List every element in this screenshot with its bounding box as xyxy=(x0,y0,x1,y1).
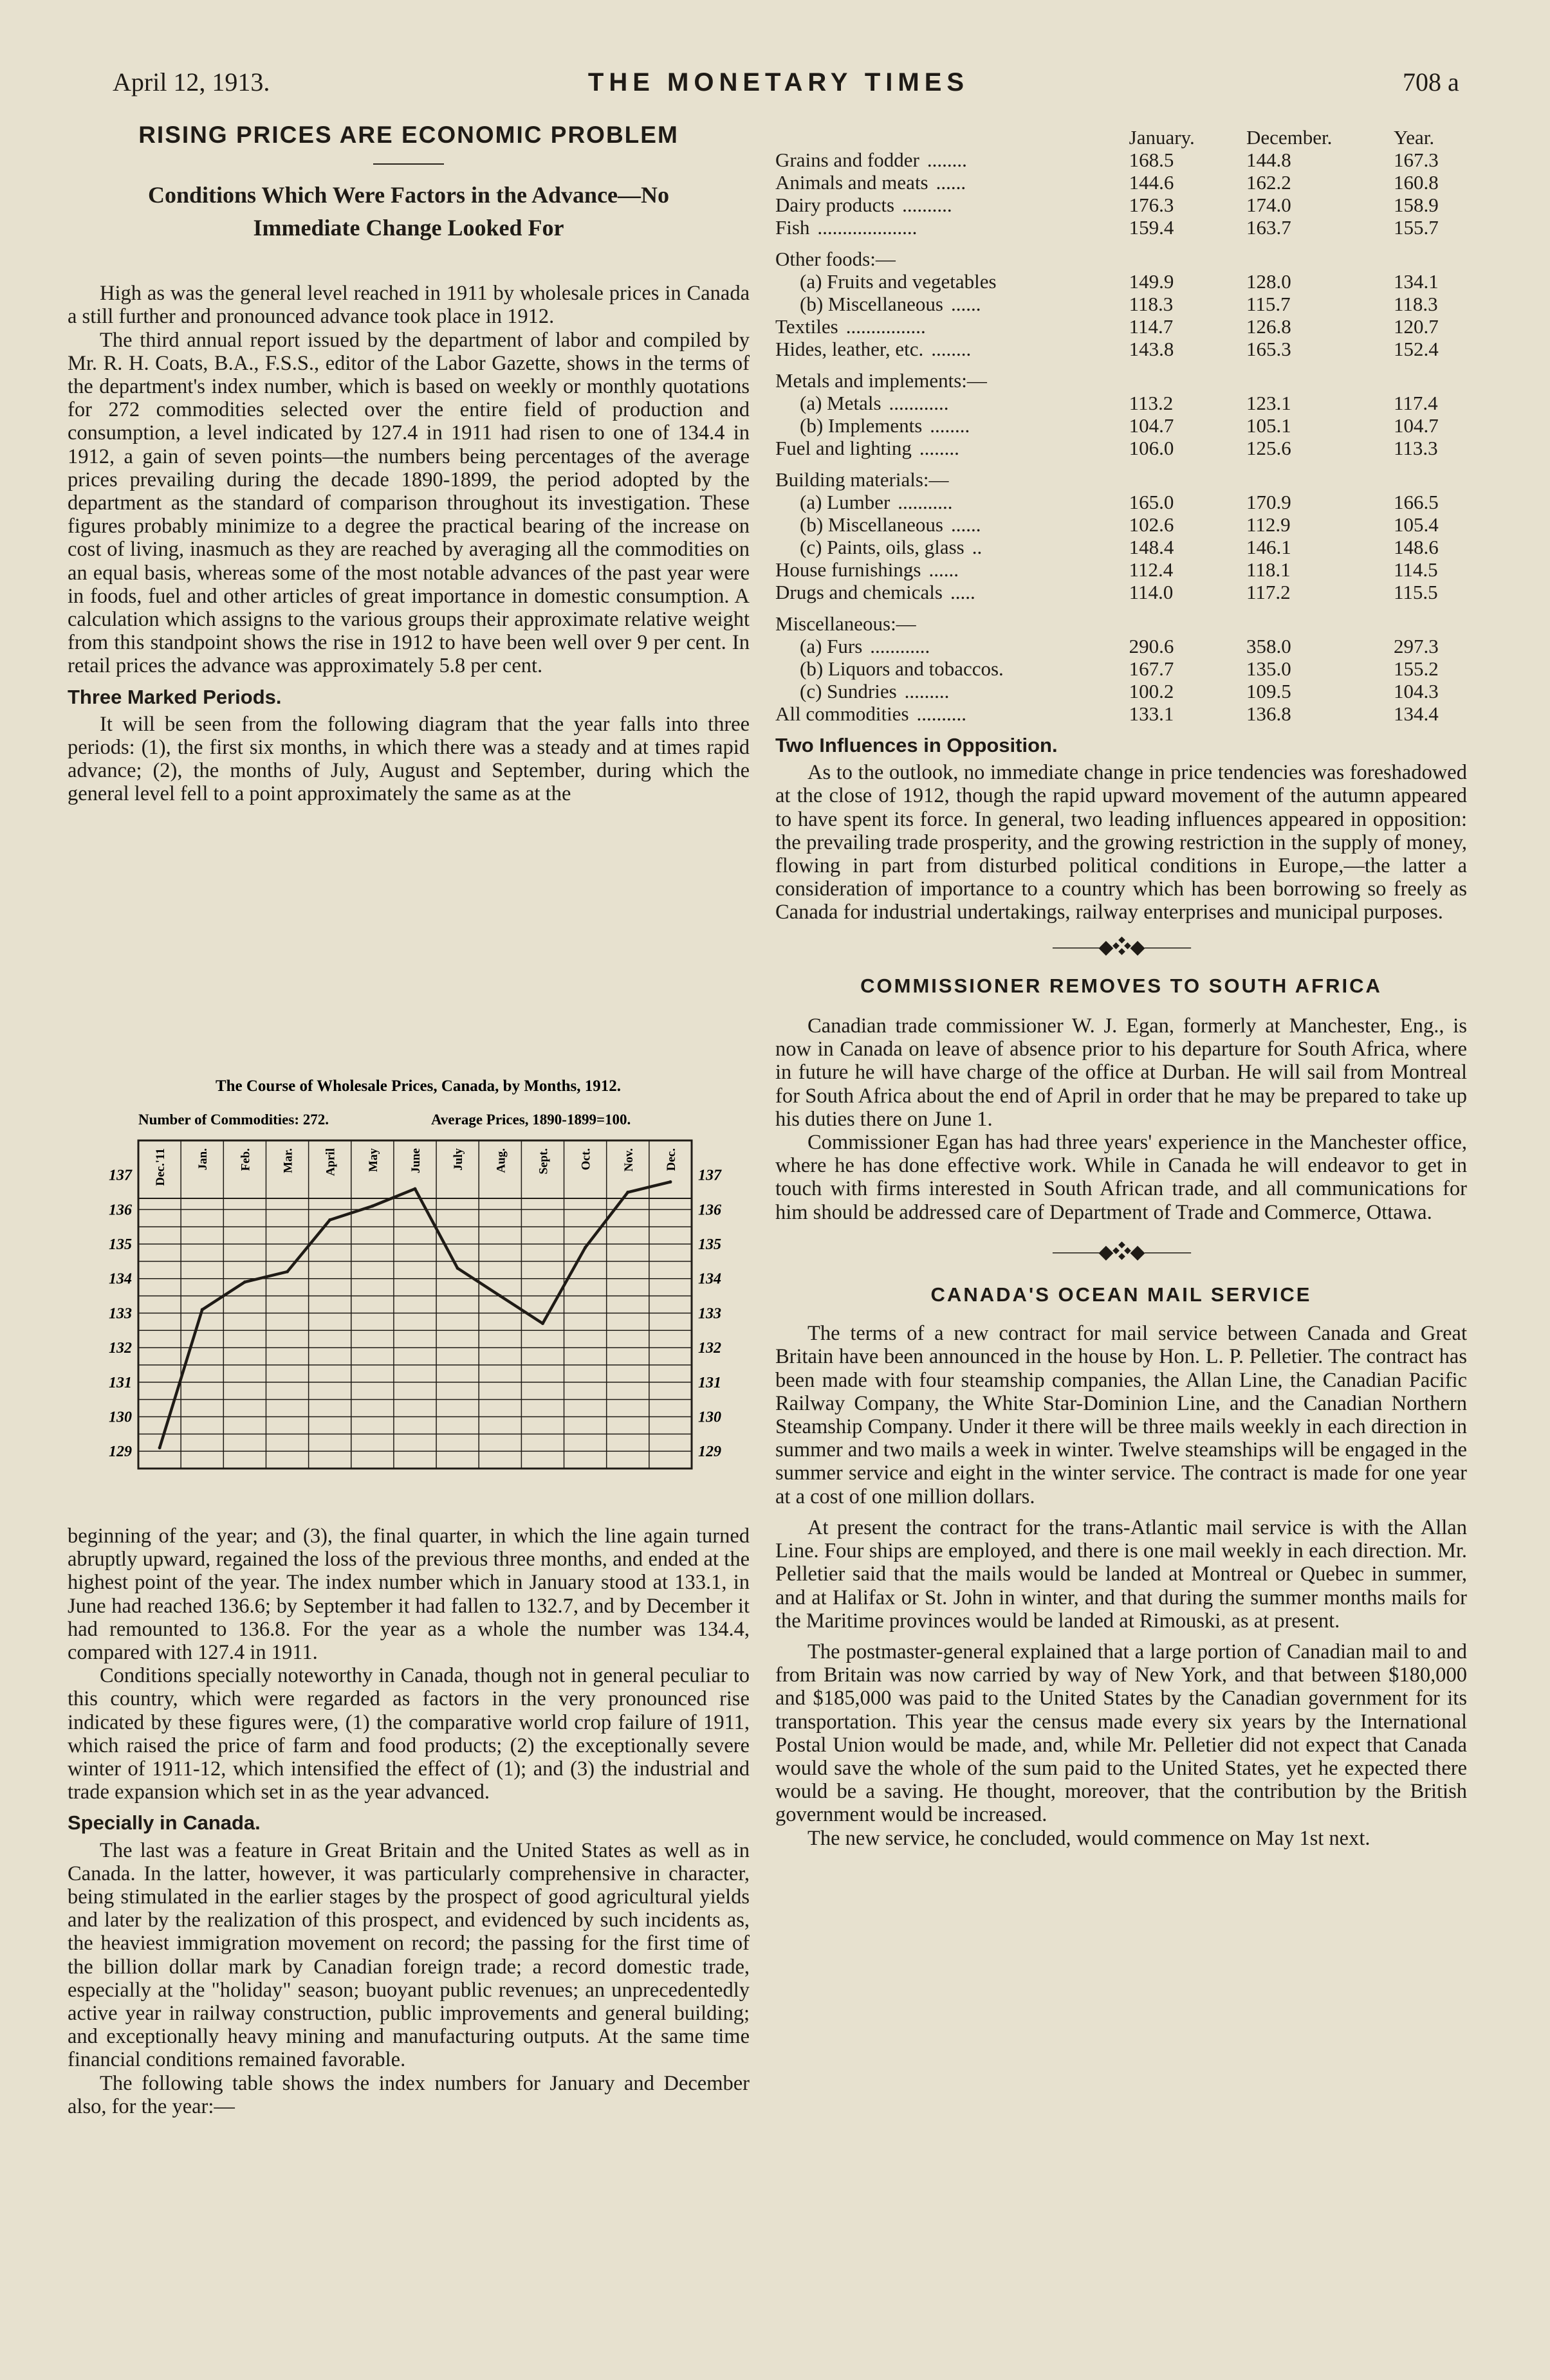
row-label-text: (b) Miscellaneous xyxy=(800,293,943,315)
data-point xyxy=(669,1180,672,1184)
paragraph: The postmaster-general explained that a large portion of Canadian mail to and from Britain was now carried by way of New York, and that between $180,000 and $185,000 was paid to the United States by the Canadian government for its transportation. This year the census made every six years by the International Postal Union would be made, and, while Mr. Pelletier did not expect that Canada would save the whole of the sum paid to the United States, yet he expected there would be a saving. He thought, moreover, that the contribution by the British government would be increased. xyxy=(775,1640,1467,1827)
cell-dec: 109.5 xyxy=(1246,680,1291,702)
row-label-text: Fuel and lighting xyxy=(775,437,912,459)
paragraph: beginning of the year; and (3), the final quarter, in which the line again turned abruptly upward, regained the loss of the previous three months, and ended at the highest point of the year. The index number which in January stood at 133.1, in June had reached 136.6; by September it had fallen to 132.7, and by December it had remounted to 136.8. For the year as a whole the number was 134.4, compared with 127.4 in 1911. xyxy=(68,1524,750,1665)
cell-dec: 126.8 xyxy=(1246,315,1291,338)
row-label xyxy=(775,702,1116,725)
table-row xyxy=(775,657,1467,680)
cell-jan: 102.6 xyxy=(1129,513,1174,536)
row-label xyxy=(775,491,1116,513)
row-label-text: House furnishings xyxy=(775,558,921,581)
row-label xyxy=(775,149,1116,171)
row-label xyxy=(775,680,1116,702)
cell-jan: 106.0 xyxy=(1129,437,1174,459)
paragraph: As to the outlook, no immediate change in price tendencies was foreshadowed at the close of 1912, though the rapid upward movement of the autumn appeared to have spent its force. In general, two leading influences appeared in opposition: the prevailing trade prosperity, and the growing restriction in the supply of money, flowing in part from disturbed political conditions in Europe,—the latter a consideration of importance to a country which has been borrowing so freely as Canada for industrial undertakings, railway enterprises and municipal purposes. xyxy=(775,761,1467,924)
data-point xyxy=(626,1191,629,1194)
y-tick-label-left: 134 xyxy=(109,1270,132,1288)
table-row xyxy=(775,536,1467,558)
x-tick-label: June xyxy=(409,1148,423,1174)
paragraph: The terms of a new contract for mail service between Canada and Great Britain have been announced in the house by Hon. L. P. Pelletier. The contract has been made with four steamship companies, the Allan Line, the Canadian Pacific Railway Company, the White Star-Dominion Line, and the Canadian Northern Steamship Company. Under it there will be three mails weekly in each direction in summer and two mails a week in winter. Twelve steamships will be engaged in the summer service and eight in the winter service. The contract is made for one year at a cost of one million dollars. xyxy=(775,1322,1467,1508)
y-tick-label-left: 131 xyxy=(109,1374,132,1391)
table-header: January. xyxy=(1129,126,1195,149)
leader-dots: ........ xyxy=(930,414,970,437)
cell-jan: 168.5 xyxy=(1129,149,1174,171)
data-point xyxy=(158,1446,161,1449)
row-label xyxy=(775,171,1116,194)
cell-dec: 118.1 xyxy=(1246,558,1291,581)
table-row xyxy=(775,293,1467,315)
y-tick-label-left: 137 xyxy=(109,1167,132,1184)
cell-dec: 170.9 xyxy=(1246,491,1291,513)
paragraph: The new service, he concluded, would commence on May 1st next. xyxy=(807,1826,1370,1850)
leader-dots: ........ xyxy=(931,338,972,360)
paragraph: Commissioner Egan has had three years' experience in the Manchester office, where he has done effective work. While in Canada he will endeavor to get in touch with firms interested in South African trade, and all communications for him should be addressed care of Department of Trade and Commerce, Ottawa. xyxy=(775,1131,1467,1224)
x-tick-label: Nov. xyxy=(622,1148,636,1172)
chart-title: The Course of Wholesale Prices, Canada, by Months, 1912. xyxy=(215,1077,622,1095)
table-row xyxy=(775,315,1467,338)
x-tick-label: Feb. xyxy=(239,1148,253,1171)
cell-dec: 165.3 xyxy=(1246,338,1291,360)
article-headline: RISING PRICES ARE ECONOMIC PROBLEM xyxy=(138,122,679,148)
table-header: December. xyxy=(1246,126,1333,149)
y-tick-label-right: 132 xyxy=(698,1340,721,1357)
data-point xyxy=(201,1308,204,1312)
table-row xyxy=(775,338,1467,360)
table-group-row xyxy=(775,459,1467,491)
row-label xyxy=(775,635,1116,657)
paragraph: It will be seen from the following diagram that the year falls into three periods: (1), the first six months, in which there was a steady and at times rapid advance; (2), the months of July, August and September, during which the general level fell to a point approximately the same as at the xyxy=(68,712,750,806)
leader-dots: ...... xyxy=(950,293,981,315)
cell-year: 155.2 xyxy=(1393,657,1439,680)
paragraph: Conditions specially noteworthy in Canada, though not in general peculiar to this country, which were regarded as factors in the very pronounced rise indicated by these figures were, (1) the comparative world crop failure of 1911, which raised the price of farm and food products; (2) the exceptionally severe winter of 1911-12, which intensified the effect of (1); and (3) the industrial and trade expansion which set in as the year advanced. xyxy=(68,1664,750,1804)
x-tick-label: May xyxy=(366,1148,380,1172)
x-tick-label: July xyxy=(452,1148,466,1171)
ornament-divider: ⸻◆❖◆⸻ xyxy=(1051,936,1191,958)
row-label xyxy=(775,437,1116,459)
leader-dots: ........ xyxy=(927,149,967,171)
row-label xyxy=(775,315,1116,338)
series-line xyxy=(160,1182,670,1447)
row-label-text: Dairy products xyxy=(775,194,895,216)
cell-year: 114.5 xyxy=(1393,558,1438,581)
index-table xyxy=(775,126,1467,725)
cell-dec: 128.0 xyxy=(1246,270,1291,293)
cell-dec: 123.1 xyxy=(1246,392,1291,414)
cell-jan: 290.6 xyxy=(1129,635,1174,657)
data-point xyxy=(243,1281,246,1284)
cell-dec: 136.8 xyxy=(1246,702,1291,725)
x-tick-label: Sept. xyxy=(537,1148,551,1175)
y-tick-label-left: 129 xyxy=(109,1443,132,1461)
headline-rule xyxy=(373,163,444,165)
y-tick-label-right: 133 xyxy=(698,1305,721,1323)
y-tick-label-right: 130 xyxy=(698,1409,721,1426)
y-tick-label-left: 130 xyxy=(109,1409,132,1426)
section-heading: Specially in Canada. xyxy=(68,1811,261,1835)
cell-jan: 148.4 xyxy=(1129,536,1174,558)
x-tick-label: Aug. xyxy=(494,1148,508,1173)
y-tick-label-right: 129 xyxy=(698,1443,721,1461)
table-group-row xyxy=(775,603,1467,635)
row-label xyxy=(775,293,1116,315)
leader-dots: ............ xyxy=(870,635,930,657)
row-label xyxy=(775,414,1116,437)
cell-jan: 144.6 xyxy=(1129,171,1174,194)
group-label: Miscellaneous:— xyxy=(775,612,916,635)
wholesale-prices-chart xyxy=(71,1073,766,1485)
issue-date: April 12, 1913. xyxy=(113,68,270,96)
data-point xyxy=(456,1267,459,1270)
cell-year: 115.5 xyxy=(1393,581,1438,603)
cell-year: 167.3 xyxy=(1393,149,1439,171)
y-tick-label-right: 137 xyxy=(698,1167,721,1184)
article-headline: CANADA'S OCEAN MAIL SERVICE xyxy=(930,1283,1312,1306)
table-group-row xyxy=(775,360,1467,392)
cell-dec: 162.2 xyxy=(1246,171,1291,194)
row-label-text: Hides, leather, etc. xyxy=(775,338,924,360)
row-label xyxy=(775,513,1116,536)
cell-dec: 117.2 xyxy=(1246,581,1291,603)
row-label-text: Grains and fodder xyxy=(775,149,919,171)
x-tick-label: Dec. xyxy=(664,1148,678,1171)
cell-year: 148.6 xyxy=(1393,536,1439,558)
row-label-text: (c) Sundries xyxy=(800,680,897,702)
table-row xyxy=(775,392,1467,414)
cell-jan: 133.1 xyxy=(1129,702,1174,725)
row-label xyxy=(775,536,1116,558)
cell-year: 113.3 xyxy=(1393,437,1438,459)
cell-jan: 114.7 xyxy=(1129,315,1174,338)
cell-year: 104.3 xyxy=(1393,680,1439,702)
table-row xyxy=(775,171,1467,194)
leader-dots: ........... xyxy=(898,491,953,513)
row-label-text: (a) Fruits and vegetables xyxy=(800,270,997,293)
table-row xyxy=(775,635,1467,657)
cell-jan: 114.0 xyxy=(1129,581,1174,603)
cell-year: 134.4 xyxy=(1393,702,1439,725)
article-headline: COMMISSIONER REMOVES TO SOUTH AFRICA xyxy=(860,974,1382,997)
group-label: Other foods:— xyxy=(775,248,896,270)
table-row xyxy=(775,437,1467,459)
leader-dots: ................ xyxy=(845,315,926,338)
table-group-row xyxy=(775,239,1467,270)
data-point xyxy=(371,1205,374,1208)
leader-dots: ...... xyxy=(928,558,959,581)
ornament-divider: ⸻◆❖◆⸻ xyxy=(1051,1241,1191,1263)
row-label xyxy=(775,558,1116,581)
x-tick-label: Mar. xyxy=(281,1148,295,1173)
section-heading: Three Marked Periods. xyxy=(68,685,282,708)
leader-dots: .. xyxy=(972,536,983,558)
cell-year: 297.3 xyxy=(1393,635,1439,657)
row-label-text: Fish xyxy=(775,216,810,239)
table-row xyxy=(775,581,1467,603)
row-label-text: (a) Metals xyxy=(800,392,881,414)
table-row xyxy=(775,513,1467,536)
cell-year: 160.8 xyxy=(1393,171,1439,194)
data-point xyxy=(414,1187,417,1191)
section-heading: Two Influences in Opposition. xyxy=(775,734,1058,756)
table-row xyxy=(775,414,1467,437)
article-subheadline: Conditions Which Were Factors in the Advance—No Immediate Change Looked For xyxy=(147,182,670,241)
y-tick-label-left: 135 xyxy=(109,1236,132,1254)
data-point xyxy=(328,1218,331,1222)
leader-dots: ........ xyxy=(919,437,959,459)
row-label-text: (b) Miscellaneous xyxy=(800,513,943,536)
cell-jan: 167.7 xyxy=(1129,657,1174,680)
row-label-text: Animals and meats xyxy=(775,171,928,194)
paragraph: High as was the general level reached in 1911 by wholesale prices in Canada a still further and pronounced advance took place in 1912. xyxy=(68,282,750,329)
cell-jan: 118.3 xyxy=(1129,293,1174,315)
cell-jan: 112.4 xyxy=(1129,558,1174,581)
y-tick-label-right: 135 xyxy=(698,1236,721,1254)
group-label: Building materials:— xyxy=(775,468,949,491)
row-label-text: Textiles xyxy=(775,315,838,338)
cell-dec: 358.0 xyxy=(1246,635,1291,657)
table-row xyxy=(775,558,1467,581)
row-label xyxy=(775,392,1116,414)
group-label: Metals and implements:— xyxy=(775,369,987,392)
leader-dots: .......... xyxy=(902,194,952,216)
cell-year: 118.3 xyxy=(1393,293,1438,315)
cell-jan: 149.9 xyxy=(1129,270,1174,293)
table-row xyxy=(775,194,1467,216)
chart-right-note: Average Prices, 1890-1899=100. xyxy=(431,1112,631,1128)
cell-year: 152.4 xyxy=(1393,338,1439,360)
cell-year: 120.7 xyxy=(1393,315,1439,338)
cell-dec: 163.7 xyxy=(1246,216,1291,239)
cell-jan: 113.2 xyxy=(1129,392,1174,414)
y-tick-label-left: 136 xyxy=(109,1202,132,1219)
cell-year: 134.1 xyxy=(1393,270,1439,293)
leader-dots: .................... xyxy=(817,216,918,239)
table-row xyxy=(775,216,1467,239)
cell-jan: 176.3 xyxy=(1129,194,1174,216)
row-label-text: (b) Liquors and tobaccos. xyxy=(800,657,1004,680)
y-tick-label-right: 136 xyxy=(698,1202,721,1219)
y-tick-label-left: 133 xyxy=(109,1305,132,1323)
cell-dec: 125.6 xyxy=(1246,437,1291,459)
x-tick-label: Jan. xyxy=(196,1148,210,1171)
cell-jan: 100.2 xyxy=(1129,680,1174,702)
table-row xyxy=(775,491,1467,513)
data-point xyxy=(499,1294,502,1297)
table-header-row xyxy=(775,126,1467,149)
cell-dec: 144.8 xyxy=(1246,149,1291,171)
cell-year: 155.7 xyxy=(1393,216,1439,239)
paragraph: The third annual report issued by the department of labor and compiled by Mr. R. H. Coats, B.A., F.S.S., editor of the Labor Gazette, shows in the terms of the department's index number, which is based on weekly or monthly quotations for 272 commodities selected over the entire field of production and consumption, a level indicated by 127.4 in 1911 had risen to one of 134.4 in 1912, a gain of seven points—the numbers being percentages of the average prices prevailing during the decade 1890-1899, the period adopted by the department as the standard of comparison throughout its investigation. These figures probably minimize to a degree the practical bearing of the increase on cost of living, inasmuch as they are reached by averaging all the commodities on an equal basis, whereas some of the most notable advances of the past year were in foods, fuel and other articles of great importance in domestic consumption. A calculation which assigns to the various groups their approximate relative weight from this standpoint shows the rise in 1912 to have been well over 9 per cent. In retail prices the advance was approximately 5.8 per cent. xyxy=(68,328,750,678)
table-row xyxy=(775,149,1467,171)
y-tick-label-right: 134 xyxy=(698,1270,721,1288)
row-label xyxy=(775,657,1116,680)
cell-dec: 174.0 xyxy=(1246,194,1291,216)
cell-year: 166.5 xyxy=(1393,491,1439,513)
cell-jan: 165.0 xyxy=(1129,491,1174,513)
left-column-bottom xyxy=(68,1524,750,2118)
chart-left-note: Number of Commodities: 272. xyxy=(138,1112,329,1128)
x-tick-label: Oct. xyxy=(579,1148,593,1171)
data-point xyxy=(541,1322,544,1325)
leader-dots: ...... xyxy=(950,513,981,536)
cell-dec: 112.9 xyxy=(1246,513,1291,536)
x-tick-label: April xyxy=(324,1148,338,1176)
row-label xyxy=(775,270,1116,293)
x-tick-label: Dec.'11 xyxy=(154,1148,168,1186)
row-label-text: Drugs and chemicals xyxy=(775,581,943,603)
leader-dots: ...... xyxy=(936,171,966,194)
row-label xyxy=(775,581,1116,603)
data-point xyxy=(584,1246,587,1249)
paragraph: The following table shows the index numbers for January and December also, for the year:— xyxy=(68,2071,750,2118)
data-point xyxy=(286,1270,289,1274)
y-tick-label-right: 131 xyxy=(698,1374,721,1391)
publication-title: THE MONETARY TIMES xyxy=(587,68,970,96)
table-row xyxy=(775,702,1467,725)
paragraph: The last was a feature in Great Britain and the United States as well as in Canada. In the latter, however, it was particularly comprehensive in character, being stimulated in the earlier stages by the prospect of good agricultural yields and later by the realization of this prospect, and evidenced by such incidents as, the heaviest immigration movement on record; the passing for the first time of the billion dollar mark by Canadian foreign trade; a record domestic trade, especially at the "holiday" season; buoyant public revenues; an unprecedentedly active year in railway construction, public improvements and general building; and exceptionally heavy mining and manufacturing outputs. At the same time financial conditions remained favorable. xyxy=(68,1838,750,2072)
row-label-text: (a) Lumber xyxy=(800,491,890,513)
leader-dots: ............ xyxy=(889,392,949,414)
cell-dec: 105.1 xyxy=(1246,414,1291,437)
table-row xyxy=(775,270,1467,293)
cell-year: 158.9 xyxy=(1393,194,1439,216)
leader-dots: .......... xyxy=(916,702,967,725)
row-label-text: (b) Implements xyxy=(800,414,923,437)
leader-dots: ......... xyxy=(904,680,950,702)
left-column-top xyxy=(68,124,750,806)
cell-jan: 159.4 xyxy=(1129,216,1174,239)
cell-dec: 135.0 xyxy=(1246,657,1291,680)
leader-dots: ..... xyxy=(950,581,975,603)
row-label xyxy=(775,338,1116,360)
right-column-top xyxy=(775,126,1467,1850)
table-header: Year. xyxy=(1393,126,1435,149)
row-label-text: (a) Furs xyxy=(800,635,863,657)
cell-dec: 146.1 xyxy=(1246,536,1291,558)
row-label xyxy=(775,194,1116,216)
page-number: 708 a xyxy=(1403,68,1459,96)
cell-dec: 115.7 xyxy=(1246,293,1291,315)
row-label xyxy=(775,216,1116,239)
cell-year: 104.7 xyxy=(1393,414,1439,437)
row-label-text: (c) Paints, oils, glass xyxy=(800,536,964,558)
cell-year: 117.4 xyxy=(1393,392,1438,414)
cell-jan: 104.7 xyxy=(1129,414,1174,437)
row-label-text: All commodities xyxy=(775,702,909,725)
paragraph: At present the contract for the trans-Atlantic mail service is with the Allan Line. Four ships are employed, and there is one mail weekly in each direction. Mr. Pelletier said that the mails would be landed at Montreal or Quebec in summer, and at Halifax or St. John in winter, and that during the summer months mails for the Maritime provinces would be landed at Rimouski, as at present. xyxy=(775,1515,1467,1633)
paragraph: Canadian trade commissioner W. J. Egan, formerly at Manchester, Eng., is now in Canada on leave of absence prior to his departure for South Africa, where in future he will have charge of the office at Durban. He will sail from Montreal for South Africa about the end of April in order that he may be prepared to take up his duties there on June 1. xyxy=(775,1014,1467,1131)
table-row xyxy=(775,680,1467,702)
cell-year: 105.4 xyxy=(1393,513,1439,536)
cell-jan: 143.8 xyxy=(1129,338,1174,360)
y-tick-label-left: 132 xyxy=(109,1340,132,1357)
